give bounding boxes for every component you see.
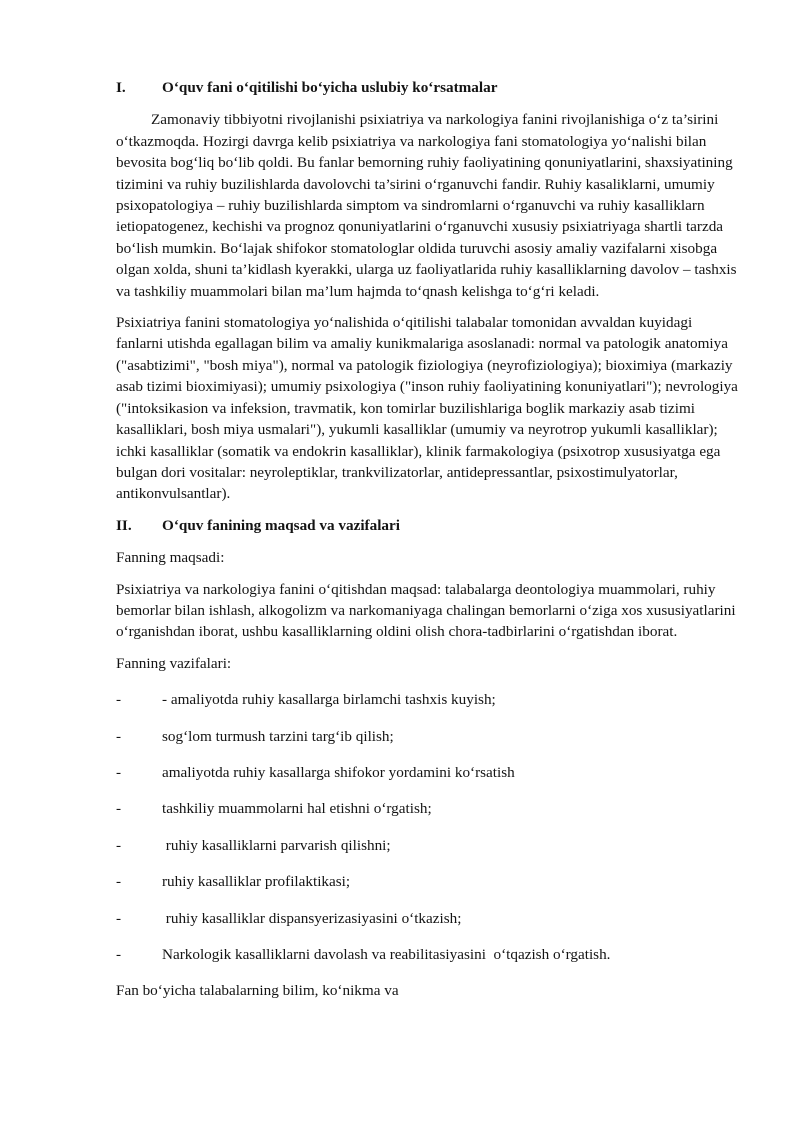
list-item xyxy=(116,944,740,965)
section-1-title: O‘quv fani o‘qitilishi bo‘yicha uslubiy ko‘rsatmalar xyxy=(162,79,498,96)
list-item-text: amaliyotda ruhiy kasallarga shifokor yordamini ko‘rsatish xyxy=(162,763,515,781)
list-item-text: ruhiy kasalliklar profilaktikasi; xyxy=(162,873,351,891)
list-item-text: Narkologik kasalliklarni davolash va reabilitasiyasini o‘tqazish o‘rgatish. xyxy=(162,946,611,963)
list-dash: - xyxy=(116,800,122,818)
list-item-text: ruhiy kasalliklarni parvarish qilishni; xyxy=(162,836,391,854)
list-dash: - xyxy=(116,836,122,854)
list-item xyxy=(116,798,740,819)
list-item xyxy=(116,835,740,856)
list-item xyxy=(116,726,740,747)
list-dash: - xyxy=(116,873,122,891)
list-dash: - xyxy=(116,727,122,745)
tasks-label: Fanning vazifalari: xyxy=(116,654,232,672)
list-dash: - xyxy=(116,691,122,709)
section-1-paragraph-2: Psixiatriya fanini stomatologiya yo‘nalishida o‘qitilishi talabalar tomonidan avvaldan kuyidagi fanlarni utishda egallagan bilim va amaliy kunikmalariga asoslanadi: normal va patologik anatomiya ("asabtizimi", "bosh miya"), normal va patologik fiziologiya (neyrofiziologiya); bioximiya (markaziy asab tizimi bioximiyasi); umumiy psixologiya ("inson ruhiy faoliyatining konuniyatlari"); nevrologiya ("intoksikasion va infeksion, travmatik, kon tomirlar buzilishlariga boglik markaziy asab tizimi kasalliklari, bosh miya usmalari"), yukumli kasalliklar (umumiy va neyrotrop yukumli kasalliklar); ichki kasalliklar (somatik va endokrin kasalliklar), klinik farmakologiya (psixotrop xususiyatga ega bulgan dori vositalar: neyroleptiklar, trankvilizatorlar, antidepressantlar, psixostimulyatorlar, antikonvulsantlar). xyxy=(116,314,738,503)
list-dash: - xyxy=(116,946,122,963)
list-dash: - xyxy=(116,763,122,781)
section-1-heading xyxy=(116,77,740,98)
list-item xyxy=(116,908,740,929)
section-2-title: O‘quv fanining maqsad va vazifalari xyxy=(162,516,400,534)
goal-label: Fanning maqsadi: xyxy=(116,549,225,567)
section-2-number: II. xyxy=(116,516,132,534)
goal-text: Psixiatriya va narkologiya fanini o‘qitishdan maqsad: talabalarga deontologiya muammolari, ruhiy bemorlar bilan ishlash, alkogolizm va narkomaniyaga chalingan bemorlarni o‘ziga xos xususiyatlarini o‘rganishdan iborat, ushbu kasalliklarning oldini olish chora-tadbirlarini o‘rgatishdan iborat. xyxy=(116,580,736,641)
list-item-text: ruhiy kasalliklar dispansyerizasiyasini o‘tkazish; xyxy=(162,909,462,927)
list-dash: - xyxy=(116,909,122,927)
closing-text: Fan bo‘yicha talabalarning bilim, ko‘nikma va xyxy=(116,982,399,1000)
tasks-list xyxy=(116,689,740,965)
list-item-text: - amaliyotda ruhiy kasallarga birlamchi tashxis kuyish; xyxy=(162,691,496,709)
list-item xyxy=(116,871,740,892)
section-1-number: I. xyxy=(116,79,126,96)
list-item-text: sog‘lom turmush tarzini targ‘ib qilish; xyxy=(162,727,394,745)
section-2-heading xyxy=(116,515,740,536)
list-item xyxy=(116,762,740,783)
list-item xyxy=(116,689,740,710)
section-1-paragraph-1: Zamonaviy tibbiyotni rivojlanishi psixiatriya va narkologiya fanini rivojlanishiga o‘z ta’sirini o‘tkazmoqda. Hozirgi davrga kelib psixiatriya va narkologiya fani stomatologiya yo‘nalishi bilan bevosita bog‘liq bo‘lib qoldi. Bu fanlar bemorning ruhiy faoliyatining qonuniyatlarini, shaxsiyatining tizimini va ruhiy buzilishlarda davolovchi ta’sirini o‘rganuvchi fandir. Ruhiy kasaliklarni, umumiy psixopatologiya – ruhiy buzilishlarda simptom va sindromlarni o‘rganuvchi va ruhiy kasalliklarn ietiopatogenez, kechishi va prognoz qonuniyatlarini o‘rganuvchi xususiy psixiatriyaga shartli tarzda bo‘lish mumkin. Bo‘lajak shifokor stomatologlar oldida turuvchi asosiy amaliy vazifalarni xisobga olgan xolda, shuni ta’kidlash kyerakki, ularga uz faoliyatlarida ruhiy kasalliklarning davolov – tashxis va tashkiliy muammolari bilan ma’lum hajmda to‘qnash kelishga to‘g‘ri keladi. xyxy=(116,111,737,300)
list-item-text: tashkiliy muammolarni hal etishni o‘rgatish; xyxy=(162,800,432,818)
